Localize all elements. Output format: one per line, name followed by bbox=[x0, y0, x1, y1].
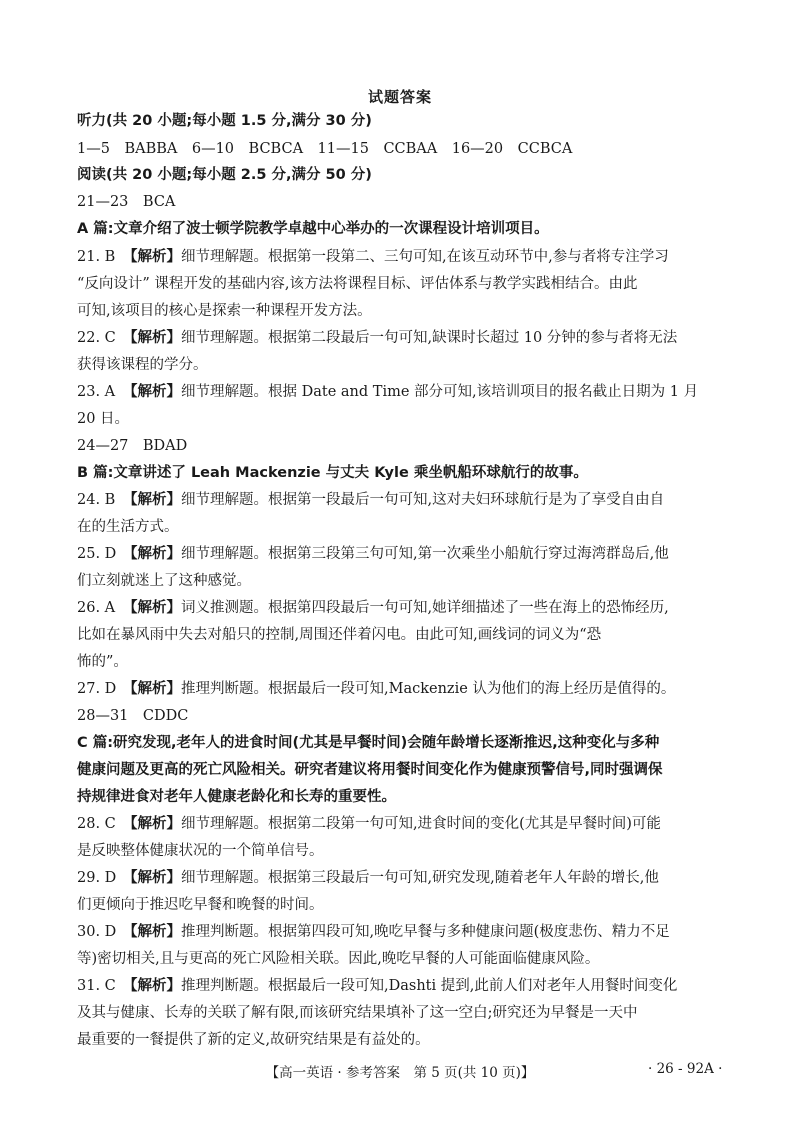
question-22 bbox=[77, 328, 727, 348]
section-a-summary: A 篇:文章介绍了波士顿学院教学卓越中心举办的一次课程设计培训项目。 bbox=[77, 221, 549, 237]
question-30-line-2: 等)密切相关,且与更高的死亡风险相关联。因此,晚吃早餐的人可能面临健康风险。 bbox=[77, 951, 600, 967]
question-28 bbox=[77, 814, 727, 834]
section-c-summary-3: 持规律进食对老年人健康老龄化和长寿的重要性。 bbox=[77, 789, 396, 805]
question-number: 30. D bbox=[77, 924, 117, 940]
analysis-tag: 【解析】 bbox=[123, 924, 181, 940]
analysis-tag: 【解析】 bbox=[123, 249, 181, 265]
question-number: 31. C bbox=[77, 978, 116, 994]
question-29 bbox=[77, 868, 727, 888]
question-31-line-3: 最重要的一餐提供了新的定义,故研究结果是有益处的。 bbox=[77, 1032, 430, 1048]
question-number: 23. A bbox=[77, 384, 116, 400]
question-26 bbox=[77, 598, 727, 618]
explanation-text: 细节理解题。根据第三段最后一句可知,研究发现,随着老年人年龄的增长,他 bbox=[181, 870, 659, 886]
question-31 bbox=[77, 976, 727, 996]
question-29-line-2: 们更倾向于推迟吃早餐和晚餐的时间。 bbox=[77, 897, 324, 913]
explanation-text: 细节理解题。根据第三段第三句可知,第一次乘坐小船航行穿过海湾群岛后,他 bbox=[181, 546, 669, 562]
explanation-text: 细节理解题。根据 Date and Time 部分可知,该培训项目的报名截止日期为 1 月 bbox=[181, 384, 699, 400]
analysis-tag: 【解析】 bbox=[123, 600, 181, 616]
question-24 bbox=[77, 490, 727, 510]
listening-answers: 1—5 BABBA 6—10 BCBCA 11—15 CCBAA 16—20 CCBCA bbox=[77, 141, 573, 157]
analysis-tag: 【解析】 bbox=[123, 384, 181, 400]
question-26-line-2: 比如在暴风雨中失去对船只的控制,周围还伴着闪电。由此可知,画线词的词义为“恐 bbox=[77, 627, 602, 643]
question-31-line-2: 及其与健康、长寿的关联了解有限,而该研究结果填补了这一空白;研究还为早餐是一天中 bbox=[77, 1005, 638, 1021]
explanation-text: 细节理解题。根据第二段最后一句可知,缺课时长超过 10 分钟的参与者将无法 bbox=[181, 330, 678, 346]
listening-header: 听力(共 20 小题;每小题 1.5 分,满分 30 分) bbox=[77, 113, 372, 129]
section-c-summary-1: C 篇:研究发现,老年人的进食时间(尤其是早餐时间)会随年龄增长逐渐推迟,这种变化与多种 bbox=[77, 735, 660, 751]
analysis-tag: 【解析】 bbox=[123, 816, 181, 832]
question-number: 26. A bbox=[77, 600, 116, 616]
question-25-line-2: 们立刻就迷上了这种感觉。 bbox=[77, 573, 251, 589]
question-27 bbox=[77, 679, 727, 699]
analysis-tag: 【解析】 bbox=[123, 492, 181, 508]
question-number: 22. C bbox=[77, 330, 116, 346]
question-number: 24. B bbox=[77, 492, 116, 508]
explanation-text: 推理判断题。根据第四段可知,晚吃早餐与多种健康问题(极度悲伤、精力不足 bbox=[181, 924, 670, 940]
explanation-text: 推理判断题。根据最后一段可知,Dashti 提到,此前人们对老年人用餐时间变化 bbox=[181, 978, 678, 994]
question-21-line-3: 可知,该项目的核心是探索一种课程开发方法。 bbox=[77, 303, 372, 319]
explanation-text: 细节理解题。根据第一段第二、三句可知,在该互动环节中,参与者将专注学习 bbox=[181, 249, 669, 265]
question-21 bbox=[77, 247, 727, 267]
question-number: 29. D bbox=[77, 870, 117, 886]
section-b-summary: B 篇:文章讲述了 Leah Mackenzie 与丈夫 Kyle 乘坐帆船环球航行的故事。 bbox=[77, 465, 588, 481]
section-a-answers: 21—23 BCA bbox=[77, 194, 176, 210]
page-title: 试题答案 bbox=[367, 88, 432, 106]
explanation-text: 细节理解题。根据第一段最后一句可知,这对夫妇环球航行是为了享受自由自 bbox=[181, 492, 665, 508]
page-footer: 【高一英语 · 参考答案 第 5 页(共 10 页)】 bbox=[265, 1065, 535, 1081]
analysis-tag: 【解析】 bbox=[123, 681, 181, 697]
section-c-summary-2: 健康问题及更高的死亡风险相关。研究者建议将用餐时间变化作为健康预警信号,同时强调保 bbox=[77, 762, 663, 778]
reading-header: 阅读(共 20 小题;每小题 2.5 分,满分 50 分) bbox=[77, 167, 372, 183]
explanation-text: 推理判断题。根据最后一段可知,Mackenzie 认为他们的海上经历是值得的。 bbox=[181, 681, 676, 697]
question-22-line-2: 获得该课程的学分。 bbox=[77, 357, 208, 373]
exam-code: · 26 - 92A · bbox=[648, 1061, 723, 1077]
question-number: 25. D bbox=[77, 546, 117, 562]
analysis-tag: 【解析】 bbox=[123, 870, 181, 886]
question-number: 21. B bbox=[77, 249, 116, 265]
section-c-answers: 28—31 CDDC bbox=[77, 708, 189, 724]
analysis-tag: 【解析】 bbox=[123, 978, 181, 994]
explanation-text: 词义推测题。根据第四段最后一句可知,她详细描述了一些在海上的恐怖经历, bbox=[181, 600, 669, 616]
question-23 bbox=[77, 382, 727, 402]
analysis-tag: 【解析】 bbox=[123, 330, 181, 346]
question-28-line-2: 是反映整体健康状况的一个简单信号。 bbox=[77, 843, 324, 859]
question-26-line-3: 怖的”。 bbox=[77, 654, 128, 670]
question-30 bbox=[77, 922, 727, 942]
question-23-line-2: 20 日。 bbox=[77, 411, 130, 427]
question-21-line-2: “反向设计” 课程开发的基础内容,该方法将课程目标、评估体系与教学实践相结合。由此 bbox=[77, 276, 638, 292]
question-25 bbox=[77, 544, 727, 564]
question-number: 28. C bbox=[77, 816, 116, 832]
explanation-text: 细节理解题。根据第二段第一句可知,进食时间的变化(尤其是早餐时间)可能 bbox=[181, 816, 661, 832]
question-number: 27. D bbox=[77, 681, 117, 697]
analysis-tag: 【解析】 bbox=[123, 546, 181, 562]
question-24-line-2: 在的生活方式。 bbox=[77, 519, 179, 535]
section-b-answers: 24—27 BDAD bbox=[77, 438, 188, 454]
